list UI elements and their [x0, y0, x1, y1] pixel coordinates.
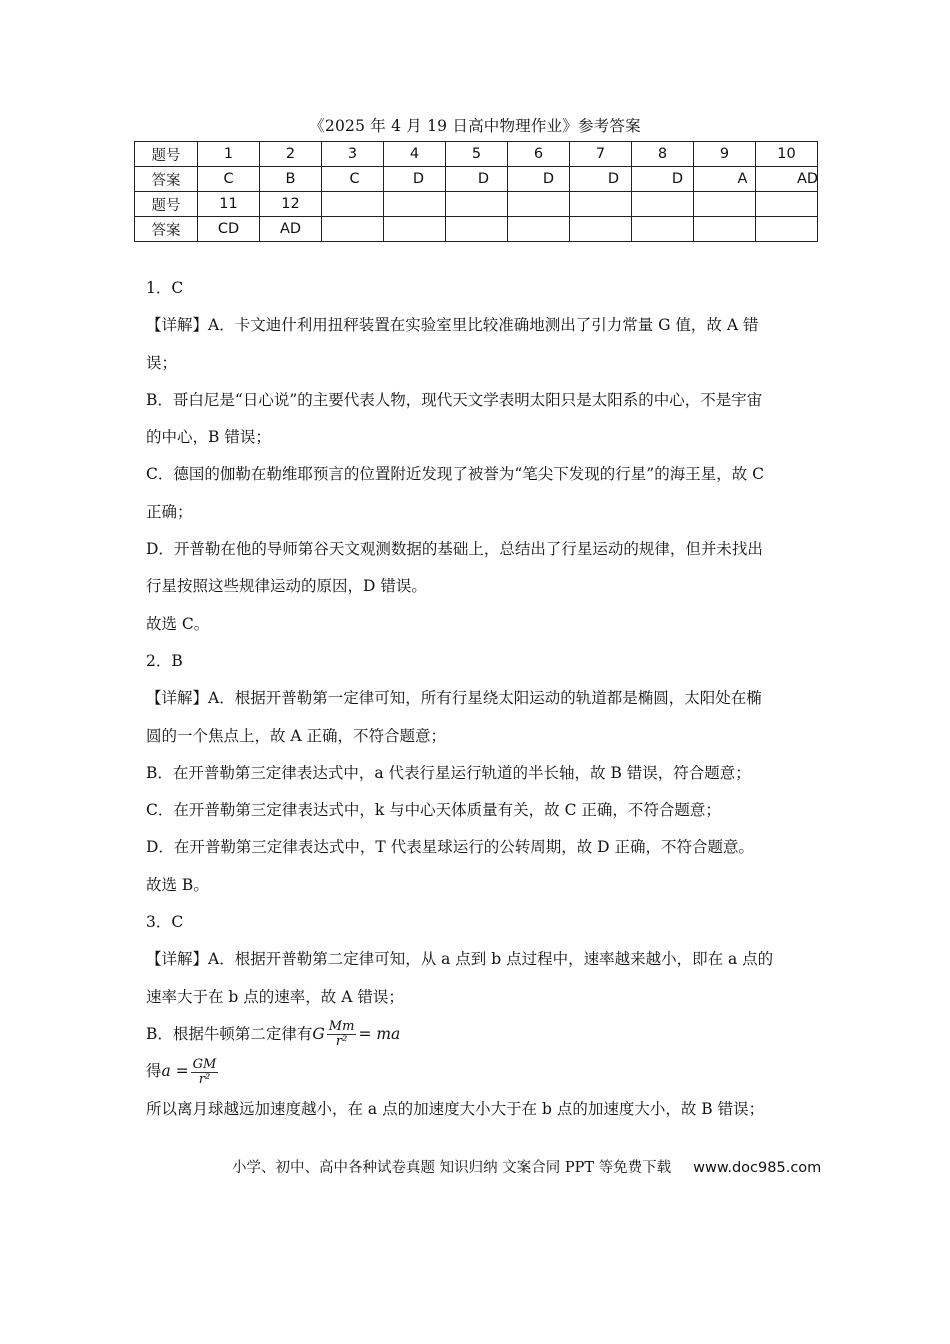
table-cell	[570, 192, 632, 217]
answer-value: D	[412, 171, 425, 187]
explanation-line: 圆的一个焦点上，故 A 正确，不符合题意；	[146, 726, 447, 745]
row-label: 答案	[135, 217, 198, 242]
answer-value: D	[542, 171, 555, 187]
formula-rhs: = ma	[358, 1024, 401, 1043]
table-cell	[632, 192, 694, 217]
row-label: 题号	[135, 192, 198, 217]
table-cell	[570, 217, 632, 242]
table-cell	[694, 192, 756, 217]
fraction	[191, 1058, 219, 1087]
answer-value: D	[477, 171, 490, 187]
table-cell: AD	[260, 217, 322, 242]
explanation-line: D．在开普勒第三定律表达式中，T 代表星球运行的公转周期，故 D 正确，不符合题意。	[146, 838, 754, 857]
table-row	[135, 142, 818, 167]
footer-site-link[interactable]: www.doc985.com	[693, 1160, 822, 1176]
fraction	[327, 1020, 357, 1049]
table-cell	[756, 217, 818, 242]
table-cell	[508, 192, 570, 217]
table-cell: 4	[384, 142, 446, 167]
formula-intro: 得	[146, 1062, 162, 1081]
explanation-line: 行星按照这些规律运动的原因，D 错误。	[146, 577, 427, 596]
table-cell	[694, 217, 756, 242]
table-cell: 2	[260, 142, 322, 167]
table-cell	[384, 167, 446, 192]
answer-explanations	[146, 270, 836, 1128]
answer-table	[134, 141, 818, 242]
table-cell	[756, 192, 818, 217]
answer-value: C	[349, 171, 360, 187]
table-cell: 8	[632, 142, 694, 167]
table-cell	[508, 167, 570, 192]
conclusion-line: 故选 C。	[146, 614, 210, 633]
explanation-line: 所以离月球越远加速度越小，在 a 点的加速度大小大于在 b 点的加速度大小，故 B 错误；	[146, 1099, 765, 1118]
explanation-line: 【详解】A．根据开普勒第二定律可知，从 a 点到 b 点过程中，速率越来越小，即在 a 点的	[146, 950, 774, 969]
explanation-line: C．在开普勒第三定律表达式中，k 与中心天体质量有关，故 C 正确，不符合题意；	[146, 801, 721, 820]
row-label: 答案	[135, 167, 198, 192]
fraction-numerator: Mm	[328, 1019, 355, 1035]
table-cell: 5	[446, 142, 508, 167]
table-cell	[198, 167, 260, 192]
table-row	[135, 192, 818, 217]
table-cell	[384, 217, 446, 242]
table-cell	[322, 167, 384, 192]
table-cell: 3	[322, 142, 384, 167]
fraction-numerator: GM	[192, 1056, 217, 1072]
explanation-line: 误；	[146, 353, 178, 372]
table-cell: 1	[198, 142, 260, 167]
table-cell	[322, 217, 384, 242]
table-cell	[508, 217, 570, 242]
table-cell	[694, 167, 756, 192]
table-cell: 7	[570, 142, 632, 167]
explanation-line: 正确；	[146, 502, 193, 521]
table-cell: 10	[756, 142, 818, 167]
conclusion-line: 故选 B。	[146, 875, 209, 894]
table-cell	[756, 167, 818, 192]
question-number: 3．C	[146, 913, 184, 932]
page-footer	[232, 1156, 821, 1177]
table-cell	[384, 192, 446, 217]
answer-value: D	[607, 171, 620, 187]
table-cell	[446, 217, 508, 242]
formula-lhs: a =	[161, 1062, 189, 1081]
explanation-line: 【详解】A．根据开普勒第一定律可知，所有行星绕太阳运动的轨道都是椭圆，太阳处在椭	[146, 689, 762, 708]
formula-intro: B．根据牛顿第二定律有	[146, 1024, 313, 1043]
table-row	[135, 167, 818, 192]
fraction-denominator: r²	[335, 1034, 348, 1050]
explanation-line: B．在开普勒第三定律表达式中，a 代表行星运行轨道的半长轴，故 B 错误，符合题意；	[146, 763, 751, 782]
table-cell	[570, 167, 632, 192]
formula-line	[146, 1016, 836, 1053]
table-cell: 11	[198, 192, 260, 217]
table-cell: 6	[508, 142, 570, 167]
explanation-line: 速率大于在 b 点的速率，故 A 错误；	[146, 987, 404, 1006]
table-row	[135, 217, 818, 242]
answer-value: D	[671, 171, 684, 187]
row-label: 题号	[135, 142, 198, 167]
table-cell	[446, 167, 508, 192]
table-cell: 12	[260, 192, 322, 217]
question-number: 1．C	[146, 279, 184, 297]
table-cell	[632, 217, 694, 242]
page-title: 《2025 年 4 月 19 日高中物理作业》参考答案	[309, 117, 641, 135]
answer-value: AD	[796, 171, 819, 187]
table-cell	[260, 167, 322, 192]
answer-value: B	[285, 171, 296, 187]
table-cell	[446, 192, 508, 217]
table-cell	[322, 192, 384, 217]
table-cell	[632, 167, 694, 192]
explanation-line: 的中心，B 错误；	[146, 428, 271, 447]
explanation-line: C．德国的伽勒在勒维耶预言的位置附近发现了被誉为“笔尖下发现的行星”的海王星，故 C	[146, 465, 764, 484]
fraction-denominator: r²	[198, 1071, 211, 1087]
table-cell: 9	[694, 142, 756, 167]
formula-line	[146, 1053, 836, 1090]
answer-value: A	[737, 171, 748, 187]
formula-symbol: G	[312, 1024, 325, 1043]
footer-text: 小学、初中、高中各种试卷真题 知识归纳 文案合同 PPT 等免费下载	[232, 1160, 672, 1176]
question-number: 2．B	[146, 651, 183, 670]
explanation-line: D．开普勒在他的导师第谷天文观测数据的基础上，总结出了行星运动的规律，但并未找出	[146, 540, 763, 559]
explanation-line: 【详解】A．卡文迪什利用扭秤装置在实验室里比较准确地测出了引力常量 G 值，故 A 错	[146, 316, 759, 335]
answer-value: C	[223, 171, 234, 187]
table-cell: CD	[198, 217, 260, 242]
explanation-line: B．哥白尼是“日心说”的主要代表人物，现代天文学表明太阳只是太阳系的中心，不是宇宙	[146, 390, 763, 409]
